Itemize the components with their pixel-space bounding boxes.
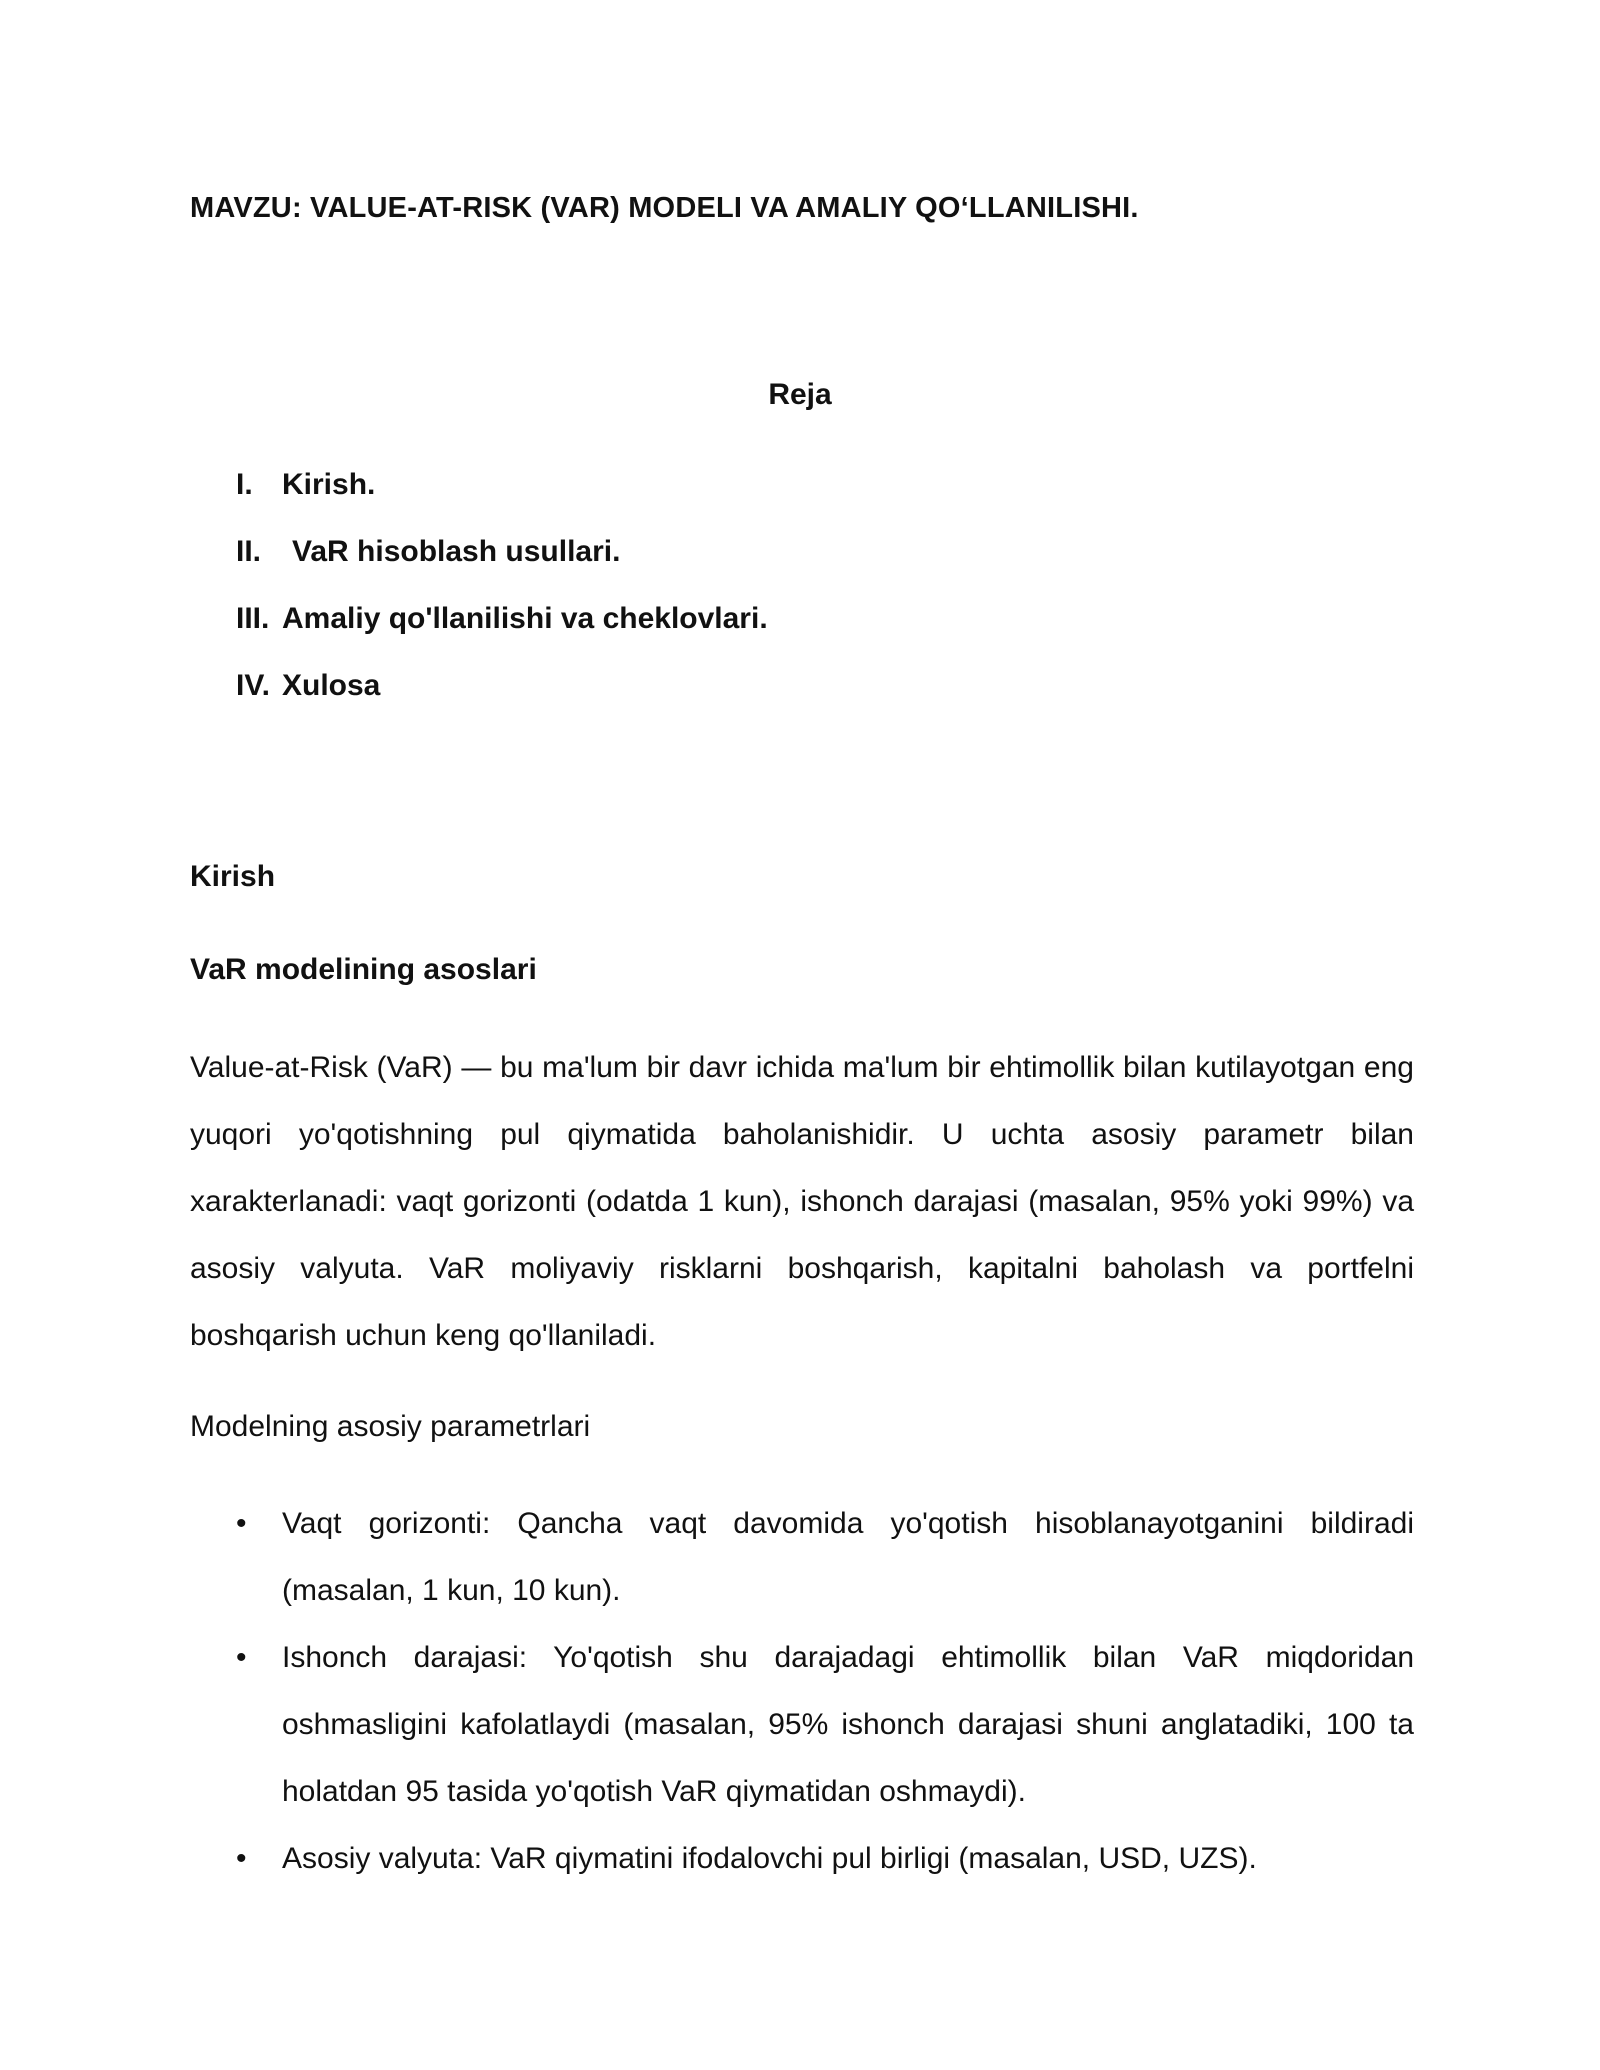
params-heading: Modelning asosiy parametrlari <box>190 1410 591 1443</box>
plan-item-text: Kirish. <box>282 468 376 501</box>
section-heading: VaR modelining asoslari <box>190 953 537 986</box>
plan-item-text: VaR hisoblash usullari. <box>292 535 621 568</box>
plan-item-text: Xulosa <box>282 669 381 702</box>
list-item <box>236 1825 1414 1892</box>
document-title: MAVZU: VALUE-AT-RISK (VAR) MODELI VA AMALIY QO‘LLANILISHI. <box>190 192 1139 224</box>
plan-item-number: III. <box>236 602 270 635</box>
plan-item <box>236 535 768 602</box>
plan-item-number: I. <box>236 468 253 501</box>
list-item-text: Vaqt gorizonti: Qancha vaqt davomida yo'qotish hisoblanayotganini bildiradi (masalan, 1 kun, 10 kun). <box>282 1507 1414 1607</box>
body-paragraph: Value-at-Risk (VaR) — bu ma'lum bir davr ichida ma'lum bir ehtimollik bilan kutilayotgan eng yuqori yo'qotishning pul qiymatida baholanishidir. U uchta asosiy parametr bilan xarakterlanadi: vaqt gorizonti (odatda 1 kun), ishonch darajasi (masalan, 95% yoki 99%) va asosiy valyuta. VaR moliyaviy risklarni boshqarish, kapitalni baholash va portfelni boshqarish uchun keng qo'llaniladi. <box>190 1051 1414 1352</box>
list-item <box>236 1624 1414 1825</box>
plan-item-number: II. <box>236 535 262 568</box>
plan-item-text: Amaliy qo'llanilishi va cheklovlari. <box>282 602 768 635</box>
plan-item <box>236 468 768 535</box>
intro-heading: Kirish <box>190 860 276 893</box>
list-item-text: Ishonch darajasi: Yo'qotish shu darajadagi ehtimollik bilan VaR miqdoridan oshmasligini kafolatlaydi (masalan, 95% ishonch darajasi shuni anglatadiki, 100 ta holatdan 95 tasida yo'qotish VaR qiymatidan oshmaydi). <box>282 1641 1414 1808</box>
plan-list <box>236 468 768 736</box>
plan-heading: Reja <box>768 378 832 411</box>
bullet-icon: • <box>236 1641 247 1674</box>
bullet-icon: • <box>236 1842 247 1875</box>
plan-item <box>236 669 768 736</box>
list-item <box>236 1490 1414 1624</box>
list-item-text: Asosiy valyuta: VaR qiymatini ifodalovchi pul birligi (masalan, USD, UZS). <box>282 1842 1257 1875</box>
bullet-list <box>236 1490 1414 1892</box>
plan-item-number: IV. <box>236 669 270 702</box>
bullet-icon: • <box>236 1507 247 1540</box>
plan-item <box>236 602 768 669</box>
